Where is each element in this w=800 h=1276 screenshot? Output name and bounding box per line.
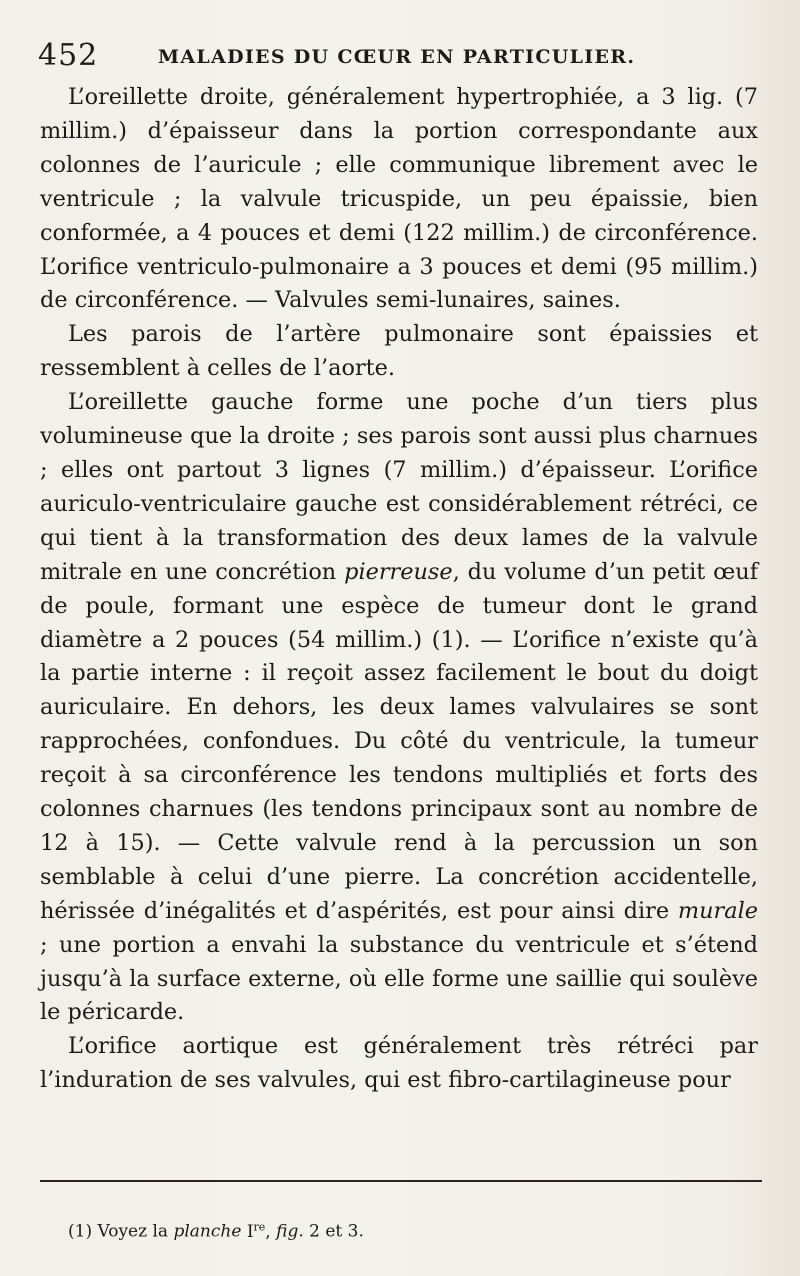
text-run: ; une portion a envahi la substance du ventricule et s’étend jusqu’à la surface externe, où elle forme une saillie qui soulève le péricarde. <box>40 931 758 1026</box>
text-run: , du volume d’un petit œuf de poule, formant une espèce de tumeur dont le grand diamètre a 2 pouces (54 millim.) (1). — L’orifice n’existe qu’à la partie interne : il reçoit assez facilement le bout du doigt auriculaire. En dehors, les deux lames valvulaires se sont rapprochées, confondues. Du côté du ventricule, la tumeur reçoit à sa circonférence les tendons multipliés et forts des colonnes charnues (les tendons principaux sont au nombre de 12 à 15). — Cette valvule rend à la percussion un son semblable à celui d’une pierre. La concrétion accidentelle, hérissée d’inégalités et d’aspérités, est pour ainsi dire <box>40 558 758 924</box>
italic-term: murale <box>677 897 758 924</box>
footnote-text-b: 2 et 3. <box>309 1221 364 1242</box>
text-run: L’orifice aortique est généralement très rétréci par l’induration de ses valvules, qui est fibro-cartilagineuse pour <box>40 1033 758 1094</box>
footnote-italic-fig: fig. <box>276 1221 304 1242</box>
paragraph <box>40 1030 758 1098</box>
footnote-text-a: Voyez la <box>97 1221 169 1242</box>
footnote-plate-number: Ire, <box>246 1220 271 1242</box>
paragraph <box>40 318 758 386</box>
footnote-marker: (1) <box>68 1221 93 1242</box>
footnote-italic-planche: planche <box>173 1221 242 1242</box>
footnote-superscript: re <box>253 1220 266 1233</box>
footnote-rule <box>40 1180 762 1182</box>
body-text <box>40 81 758 1098</box>
paragraph <box>40 386 758 1030</box>
footnote <box>68 1216 364 1243</box>
paragraph <box>40 81 758 318</box>
text-run: L’oreillette gauche forme une poche d’un tiers plus volumineuse que la droite ; ses parois sont aussi plus charnues ; elles ont partout 3 lignes (7 millim.) d’épaisseur. L’orifice auriculo-ventriculaire gauche est considérablement rétréci, ce qui tient à la transformation des deux lames de la valvule mitrale en une concrétion <box>40 389 758 585</box>
text-run: L’oreillette droite, généralement hypertrophiée, a 3 lig. (7 millim.) d’épaisseur dans la portion correspondante aux colonnes de l’auricule ; elle communique librement avec le ventricule ; la valvule tricuspide, un peu épaissie, bien conformée, a 4 pouces et demi (122 millim.) de circonférence. L’orifice ventriculo-pulmonaire a 3 pouces et demi (95 millim.) de circonférence. — Valvules semi-lunaires, saines. <box>40 84 758 314</box>
running-title: MALADIES DU CŒUR EN PARTICULIER. <box>158 46 636 68</box>
page-header <box>38 36 758 76</box>
text-run: Les parois de l’artère pulmonaire sont épaissies et ressemblent à celles de l’aorte. <box>40 321 758 382</box>
page-number: 452 <box>38 38 99 73</box>
italic-term: pierreuse <box>344 558 453 585</box>
